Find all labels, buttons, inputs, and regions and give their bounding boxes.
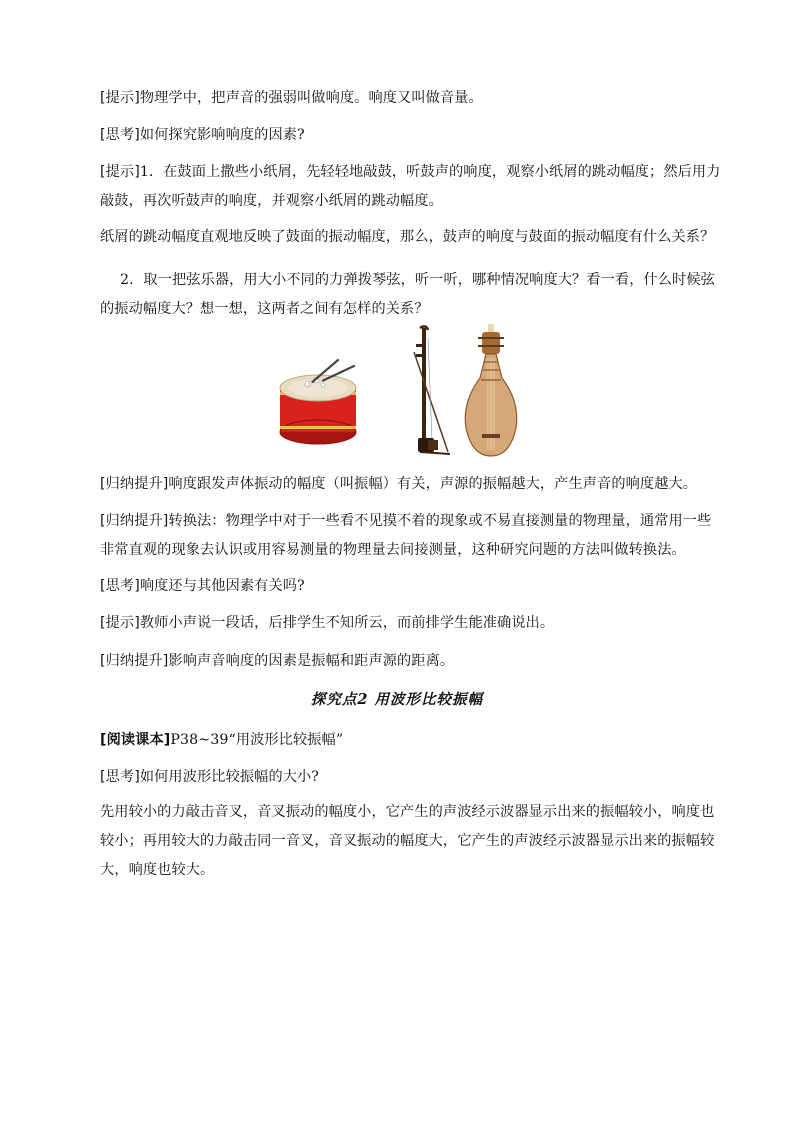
hint-tag: [提示] [100, 90, 140, 106]
paragraph-hint-3 [100, 609, 722, 638]
paragraph-hint-1 [100, 84, 722, 113]
drum-illustration [280, 360, 356, 444]
think-tag: [思考] [100, 769, 140, 785]
paragraph-summary-3 [100, 647, 722, 676]
summary-tag: [归纳提升] [100, 513, 169, 529]
paragraph-text: P38~39“用波形比较振幅” [170, 732, 344, 748]
summary-tag: [归纳提升] [100, 476, 169, 492]
paragraph-text: 响度跟发声体振动的幅度（叫振幅）有关，声源的振幅越大，产生声音的响度越大。 [168, 476, 698, 492]
paragraph-text: 转换法：物理学中对于一些看不见摸不着的现象或不易直接测量的物理量，通常用一些非常直观的现象去认识或用容易测量的物理量去间接测量，这种研究问题的方法叫做转换法。 [100, 513, 712, 558]
paragraph-string-instrument [100, 266, 722, 324]
paragraph-text: 纸屑的跳动幅度直观地反映了鼓面的振动幅度，那么，鼓声的响度与鼓面的振动幅度有什么关系？ [100, 229, 715, 245]
think-tag: [思考] [100, 127, 140, 143]
pipa-illustration [465, 324, 516, 456]
paragraph-confetti [100, 223, 722, 252]
hint-tag: [提示] [100, 164, 140, 180]
hint-tag: [提示] [100, 615, 140, 631]
paragraph-text: 如何探究影响响度的因素? [139, 127, 305, 143]
instruments-figure [270, 322, 540, 462]
think-tag: [思考] [100, 578, 140, 594]
paragraph-think-2 [100, 572, 722, 601]
paragraph-text: 1．在鼓面上撒些小纸屑，先轻轻地敲鼓，听鼓声的响度，观察小纸屑的跳动幅度；然后用力敲鼓，再次听鼓声的响度，并观察小纸屑的跳动幅度。 [100, 164, 721, 209]
paragraph-text: 如何用波形比较振幅的大小? [139, 769, 320, 785]
paragraph-text: 物理学中，把声音的强弱叫做响度。响度又叫做音量。 [139, 90, 483, 106]
paragraph-reading [100, 726, 722, 755]
paragraph-think-3 [100, 763, 722, 792]
paragraph-text: 先用较小的力敲击音叉，音叉振动的幅度小，它产生的声波经示波器显示出来的振幅较小，响度也较小；再用较大的力敲击同一音叉，音叉振动的幅度大，它产生的声波经示波器显示出来的振幅较大，响度也较大。 [100, 804, 715, 878]
paragraph-text: 影响声音响度的因素是振幅和距声源的距离。 [168, 653, 455, 669]
paragraph-hint-2 [100, 158, 722, 216]
paragraph-text: 教师小声说一段话，后排学生不知所云，而前排学生能准确说出。 [139, 615, 555, 631]
reading-tag: [阅读课本] [100, 732, 171, 748]
section-title: 探究点2 用波形比较振幅 [310, 691, 484, 708]
paragraph-text: 2．取一把弦乐器，用大小不同的力弹拨琴弦，听一听，哪种情况响度大？看一看，什么时候弦的振动幅度大？想一想，这两者之间有怎样的关系？ [100, 272, 715, 317]
erhu-illustration [414, 326, 450, 454]
paragraph-summary-1 [100, 470, 722, 499]
paragraph-waveform-answer [100, 798, 722, 885]
paragraph-text: 响度还与其他因素有关吗? [139, 578, 305, 594]
paragraph-think-1 [100, 121, 722, 150]
paragraph-summary-2 [100, 507, 722, 565]
summary-tag: [归纳提升] [100, 653, 169, 669]
